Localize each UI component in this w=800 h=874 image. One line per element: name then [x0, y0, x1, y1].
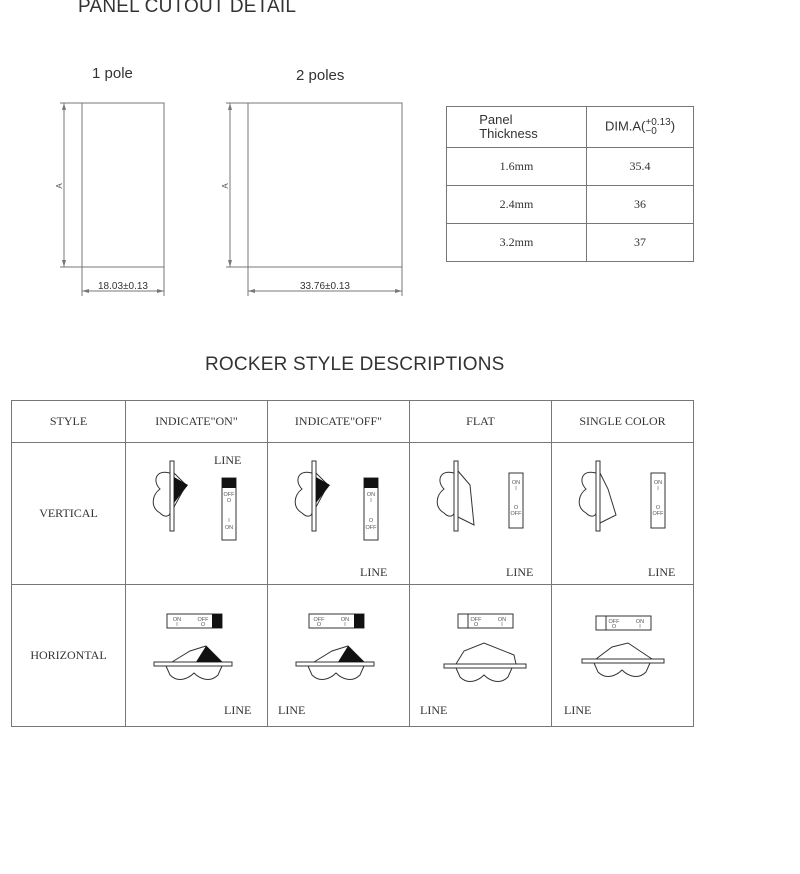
line-label: LINE — [420, 703, 448, 717]
rk-vertical-flat — [410, 443, 552, 585]
svg-text:OFF: OFF — [510, 511, 522, 517]
pole1-outline — [82, 103, 164, 267]
thk-header-dim: DIM.A( +0.13 −0 ) — [587, 107, 694, 148]
rk-header-style: STYLE — [12, 401, 126, 443]
svg-text:OFF: OFF — [313, 617, 325, 623]
thk-cell-dim: 37 — [587, 224, 694, 262]
vertical-on-drawing — [126, 443, 268, 584]
svg-text:ON: ON — [340, 617, 350, 623]
thk-header-thickness: Panel Thickness — [447, 107, 587, 148]
rk-header-indicate-off: INDICATE"OFF" — [268, 401, 410, 443]
svg-text:O: O — [655, 505, 661, 511]
svg-text:OFF: OFF — [223, 492, 235, 498]
svg-text:I: I — [515, 486, 517, 492]
line-label: LINE — [506, 565, 534, 579]
vertical-single-drawing — [552, 443, 694, 584]
svg-text:ON: ON — [224, 525, 234, 531]
line-label: LINE — [214, 453, 242, 467]
rocker-table — [11, 400, 694, 727]
rk-header-flat: FLAT — [410, 401, 552, 443]
pole2-label: 2 poles — [296, 67, 345, 84]
pole2-dim-a: A — [221, 183, 230, 189]
svg-text:I: I — [657, 486, 659, 492]
rk-horizontal-indicate-off — [268, 585, 410, 727]
pole2-outline — [248, 103, 402, 267]
thk-cell-dim: 36 — [587, 186, 694, 224]
rk-header-indicate-on: INDICATE"ON" — [126, 401, 268, 443]
line-label: LINE — [278, 703, 306, 717]
svg-text:I: I — [344, 622, 346, 628]
line-label: LINE — [360, 565, 388, 579]
svg-text:ON: ON — [497, 617, 507, 623]
thk-cell-dim: 35.4 — [587, 148, 694, 186]
line-label: LINE — [564, 703, 592, 717]
line-label: LINE — [648, 565, 676, 579]
svg-text:OFF: OFF — [608, 619, 620, 625]
pole2-width-dim: 33.76±0.13 — [300, 281, 350, 292]
rk-vertical-indicate-off — [268, 443, 410, 585]
svg-text:OFF: OFF — [470, 617, 482, 623]
rk-header-single-color: SINGLE COLOR — [552, 401, 694, 443]
rk-horizontal-single-color — [552, 585, 694, 727]
svg-text:OFF: OFF — [652, 511, 664, 517]
svg-text:OFF: OFF — [365, 525, 377, 531]
svg-text:O: O — [611, 624, 617, 630]
rk-horizontal-flat — [410, 585, 552, 727]
svg-text:O: O — [226, 498, 232, 504]
rk-vertical-single-color — [552, 443, 694, 585]
thk-cell-thickness: 2.4mm — [447, 186, 587, 224]
svg-text:O: O — [513, 505, 519, 511]
rk-vertical-indicate-on — [126, 443, 268, 585]
thk-cell-thickness: 3.2mm — [447, 224, 587, 262]
svg-text:I: I — [176, 622, 178, 628]
svg-text:ON: ON — [366, 492, 376, 498]
svg-text:O: O — [200, 622, 206, 628]
vertical-off-drawing — [268, 443, 410, 584]
rk-horizontal-indicate-on — [126, 585, 268, 727]
svg-text:I: I — [370, 498, 372, 504]
line-label: LINE — [224, 703, 252, 717]
pole1-width-dim: 18.03±0.13 — [98, 281, 148, 292]
svg-text:O: O — [368, 518, 374, 524]
svg-text:ON: ON — [653, 480, 663, 486]
svg-text:ON: ON — [172, 617, 182, 623]
svg-text:O: O — [473, 622, 479, 628]
svg-text:ON: ON — [635, 619, 645, 625]
svg-text:I: I — [501, 622, 503, 628]
thickness-table — [446, 106, 694, 262]
pole1-label: 1 pole — [92, 65, 133, 82]
vertical-flat-drawing — [410, 443, 552, 584]
pole1-dim-a: A — [55, 183, 64, 189]
thk-cell-thickness: 1.6mm — [447, 148, 587, 186]
rk-row-label-horizontal: HORIZONTAL — [12, 585, 126, 727]
cutout-drawings — [0, 0, 440, 300]
svg-text:I: I — [228, 518, 230, 524]
svg-text:ON: ON — [511, 480, 521, 486]
svg-text:I: I — [639, 624, 641, 630]
rocker-title: ROCKER STYLE DESCRIPTIONS — [205, 354, 505, 375]
rk-row-label-vertical: VERTICAL — [12, 443, 126, 585]
svg-text:OFF: OFF — [197, 617, 209, 623]
cutout-title: PANEL CUTOUT DETAIL — [78, 0, 297, 17]
svg-text:O: O — [316, 622, 322, 628]
